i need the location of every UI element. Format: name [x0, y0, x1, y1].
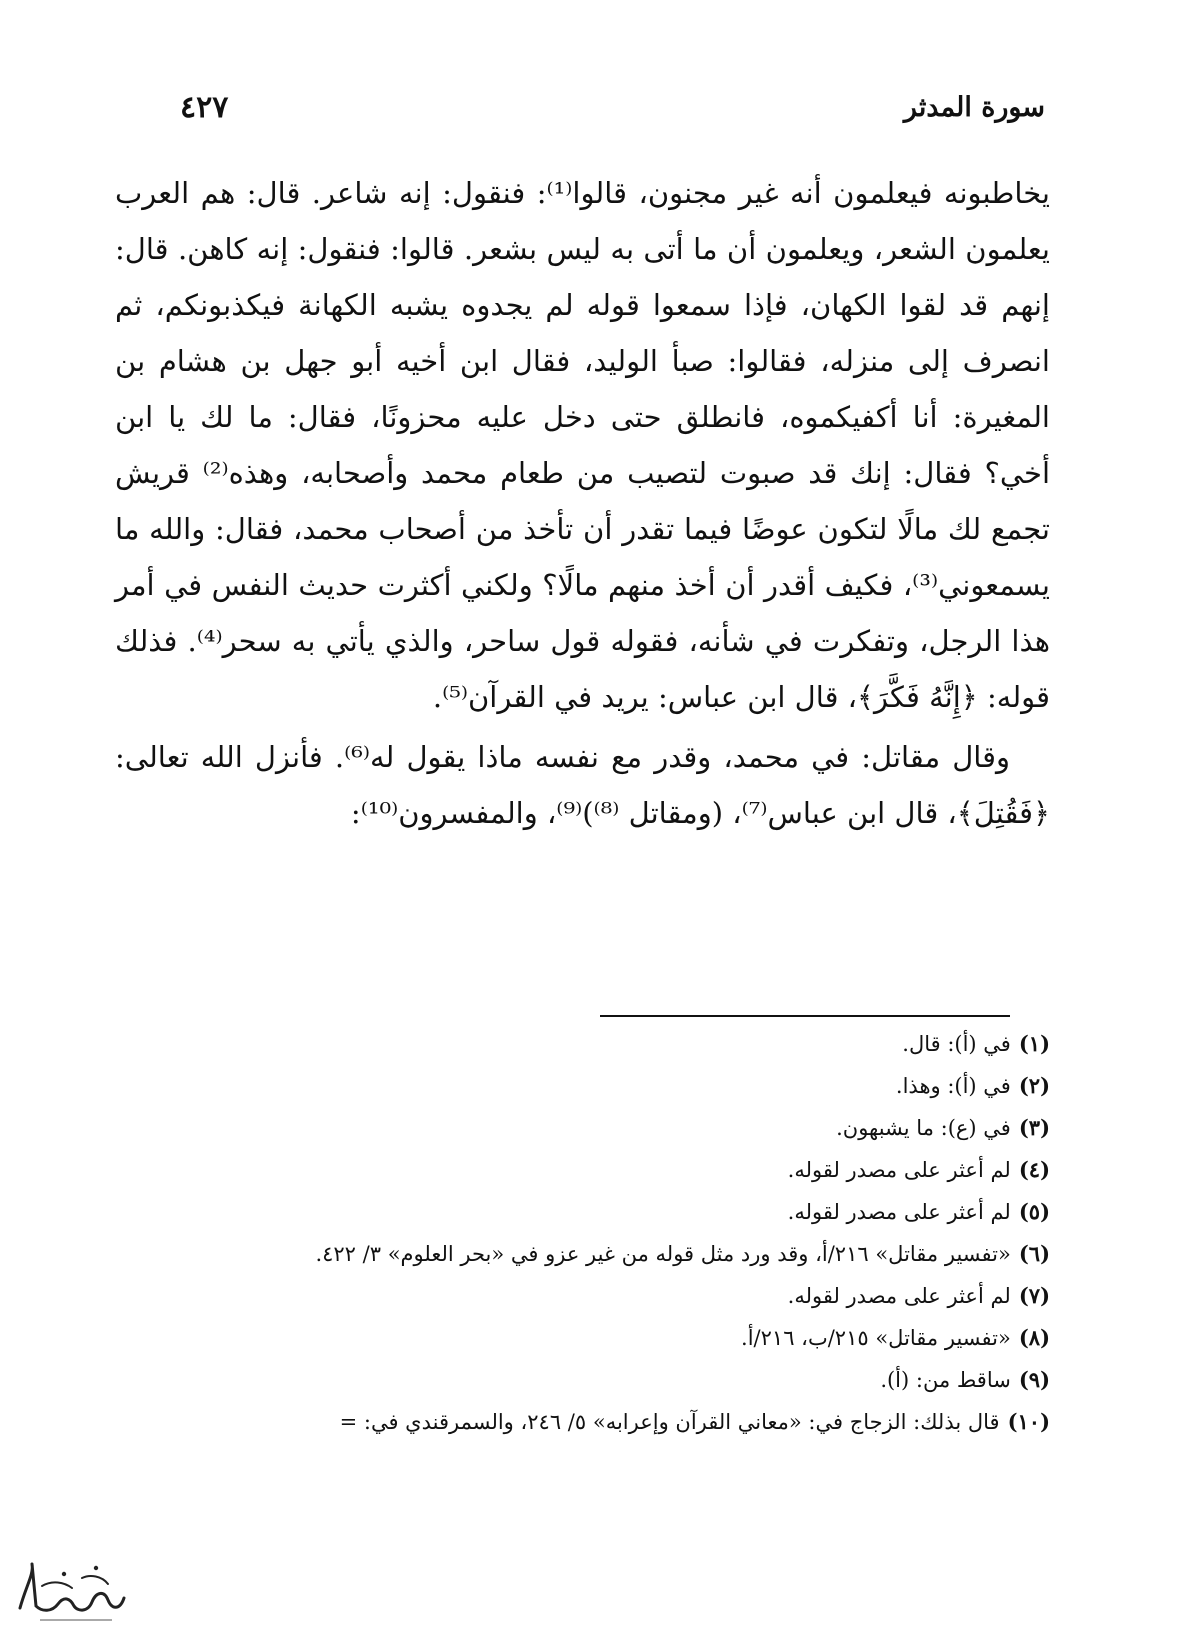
footnote-text: «تفسير مقاتل» ٢١٥/ب، ٢١٦/أ.	[741, 1326, 1011, 1350]
footnote-text: لم أعثر على مصدر لقوله.	[787, 1284, 1011, 1308]
surah-title: سورة المدثر	[903, 92, 1045, 123]
body-paragraph-2: وقال مقاتل: في محمد، وقدر مع نفسه ماذا يقول له⁽⁶⁾. فأنزل الله تعالى: ﴿فَقُتِلَ﴾، قال ابن عباس⁽⁷⁾، (ومقاتل ⁽⁸⁾)⁽⁹⁾، والمفسرون⁽¹⁰⁾:	[115, 740, 1050, 830]
footnote-text: لم أعثر على مصدر لقوله.	[787, 1200, 1011, 1224]
footnote-number: (٨)	[1018, 1325, 1050, 1350]
footnote-7	[100, 1275, 1050, 1317]
footnote-number: (٦)	[1018, 1241, 1050, 1266]
footnote-text: قال بذلك: الزجاج في: «معاني القرآن وإعرابه» ٥/ ٢٤٦، والسمرقندي في: =	[339, 1410, 1000, 1434]
footnote-number: (١٠)	[1007, 1409, 1050, 1434]
footnote-text: لم أعثر على مصدر لقوله.	[787, 1158, 1011, 1182]
footnote-text: في (أ): قال.	[902, 1032, 1011, 1056]
footnote-number: (٧)	[1018, 1283, 1050, 1308]
body-paragraph-1: يخاطبونه فيعلمون أنه غير مجنون، قالوا⁽¹⁾: فنقول: إنه شاعر. قال: هم العرب يعلمون الشعر، ويعلمون أن ما أتى به ليس بشعر. قالوا: فنقول: إنه كاهن. قال: إنهم قد لقوا الكهان، فإذا سمعوا قوله لم يجدوه يشبه الكهانة فيكذبونكم، ثم انصرف إلى منزله، فقالوا: صبأ الوليد، فقال ابن أخيه أبو جهل بن هشام بن المغيرة: أنا أكفيكموه، فانطلق حتى دخل عليه محزونًا، فقال: ما لك يا ابن أخي؟ فقال: إنك قد صبوت لتصيب من طعام محمد وأصحابه، وهذه⁽²⁾ قريش تجمع لك مالًا لتكون عوضًا فيما تقدر أن تأخذ من أصحاب محمد، فقال: والله ما يسمعوني⁽³⁾، فكيف أقدر أن أخذ منهم مالًا؟ ولكني أكثرت حديث النفس في أمر هذا الرجل، وتفكرت في شأنه، فقوله قول ساحر، والذي يأتي به سحر⁽⁴⁾. فذلك قوله: ﴿إِنَّهُ فَكَّرَ﴾، قال ابن عباس: يريد في القرآن⁽⁵⁾.	[115, 176, 1051, 714]
footnote-9	[100, 1359, 1050, 1401]
page-header	[170, 92, 1045, 142]
calligraphy-logo	[12, 1556, 130, 1628]
footnote-text: في (ع): ما يشبهون.	[836, 1116, 1011, 1140]
footnote-number: (١)	[1018, 1031, 1050, 1056]
footnote-number: (٩)	[1018, 1367, 1050, 1392]
footnote-text: في (أ): وهذا.	[895, 1074, 1011, 1098]
footnote-10	[100, 1401, 1050, 1443]
footnote-8	[100, 1317, 1050, 1359]
footnote-text: «تفسير مقاتل» ٢١٦/أ، وقد ورد مثل قوله من غير عزو في «بحر العلوم» ٣/ ٤٢٢.	[315, 1242, 1011, 1266]
footnote-3	[100, 1107, 1050, 1149]
footnote-text: ساقط من: (أ).	[880, 1368, 1011, 1392]
footnote-number: (٢)	[1018, 1073, 1050, 1098]
footnote-5	[100, 1191, 1050, 1233]
footnote-4	[100, 1149, 1050, 1191]
footnote-number: (٤)	[1018, 1157, 1050, 1182]
footnote-number: (٥)	[1018, 1199, 1050, 1224]
footnotes-list	[100, 1023, 1050, 1443]
footnote-2	[100, 1065, 1050, 1107]
main-text	[115, 165, 1050, 841]
footnote-number: (٣)	[1018, 1115, 1050, 1140]
footnote-6	[100, 1233, 1050, 1275]
page-number: ٤٢٧	[180, 90, 229, 125]
footnote-1	[100, 1023, 1050, 1065]
footnote-separator	[600, 1015, 1010, 1017]
